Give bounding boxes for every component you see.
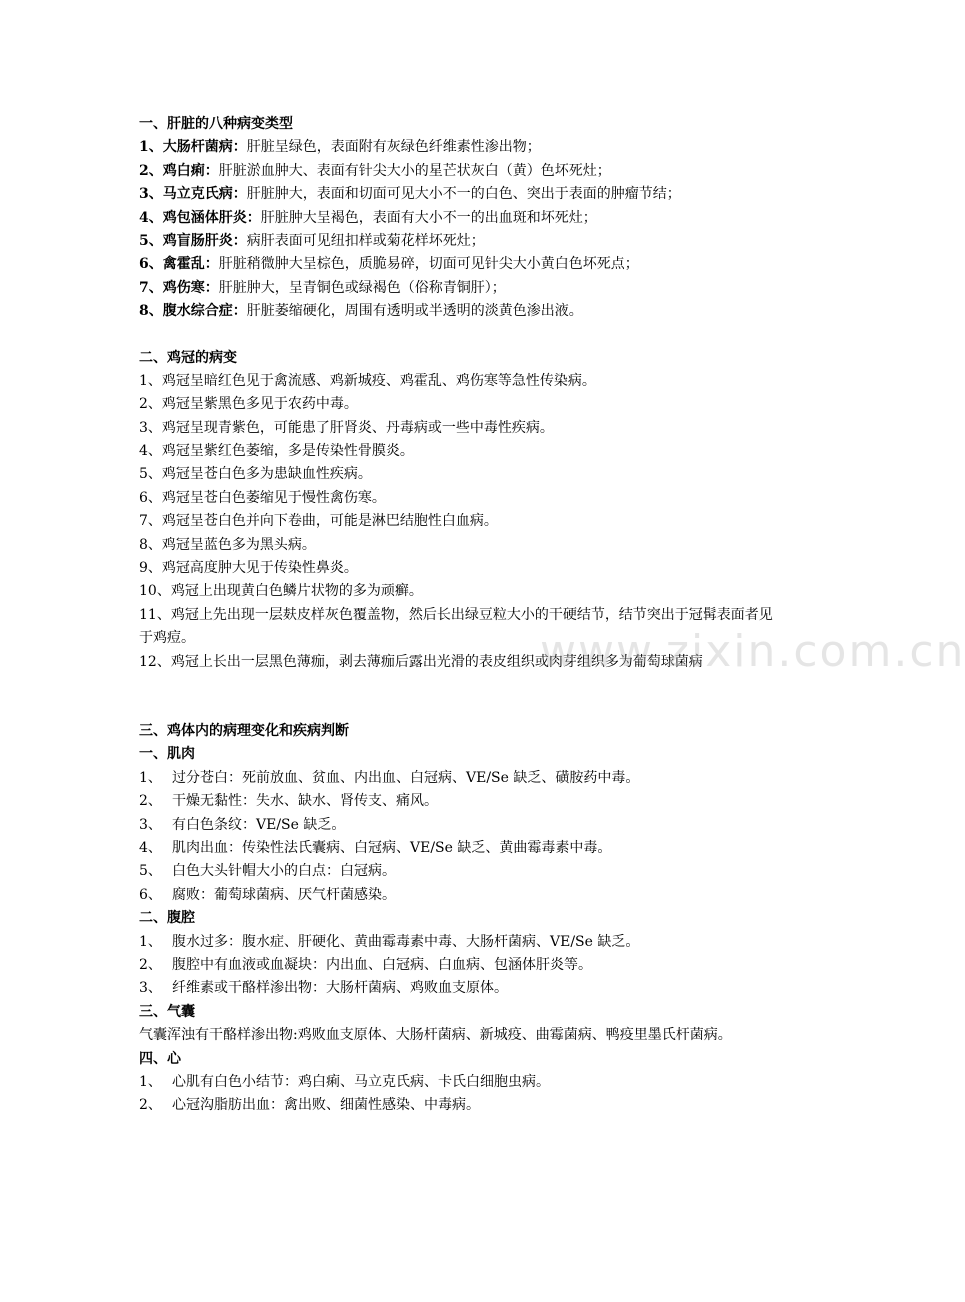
- list-item: 3、鸡冠呈现青紫色，可能患了肝肾炎、丹毒病或一些中毒性疾病。: [139, 419, 554, 436]
- list-item: 8、鸡冠呈蓝色多为黑头病。: [139, 536, 316, 553]
- list-item: 3、 纤维素或干酪样渗出物：大肠杆菌病、鸡败血支原体。: [139, 980, 508, 997]
- list-item: 1、鸡冠呈暗红色见于禽流感、鸡新城疫、鸡霍乱、鸡伤寒等急性传染病。: [139, 372, 596, 389]
- list-item: 2、 腹腔中有血液或血凝块：内出血、白冠病、白血病、包涵体肝炎等。: [139, 956, 592, 973]
- list-item: 3、马立克氏病：肝脏肿大，表面和切面可见大小不一的白色、突出于表面的肿瘤节结；: [139, 186, 681, 203]
- list-item: 10、鸡冠上出现黄白色鳞片状物的多为顽癣。: [139, 583, 423, 600]
- heart-subtitle: 四、心: [139, 1050, 181, 1067]
- spacer: [139, 674, 784, 720]
- list-item: 2、 干燥无黏性：失水、缺水、肾传支、痛风。: [139, 793, 438, 810]
- list-item: 6、禽霍乱：肝脏稍微肿大呈棕色，质脆易碎，切面可见针尖大小黄白色坏死点；: [139, 256, 639, 273]
- list-item: 2、 心冠沟脂肪出血：禽出败、细菌性感染、中毒病。: [139, 1097, 480, 1114]
- list-item: 7、鸡伤寒：肝脏肿大，呈青铜色或绿褐色（俗称青铜肝）；: [139, 279, 506, 296]
- abdomen-list: [139, 931, 784, 1001]
- section1-list: [139, 136, 784, 323]
- list-item: 3、 有白色条纹：VE/Se 缺乏。: [139, 816, 346, 833]
- list-item: 2、鸡冠呈紫黑色多见于农药中毒。: [139, 396, 358, 413]
- list-item: 4、鸡冠呈紫红色萎缩，多是传染性骨膜炎。: [139, 443, 414, 460]
- list-item: 9、鸡冠高度肿大见于传染性鼻炎。: [139, 560, 358, 577]
- list-item: 1、大肠杆菌病：肝脏呈绿色，表面附有灰绿色纤维素性渗出物；: [139, 139, 541, 156]
- watermark: www.zixin.com.cn: [540, 626, 965, 677]
- section3-title: 三、鸡体内的病理变化和疾病判断: [139, 723, 349, 740]
- list-item: 6、 腐败：葡萄球菌病、厌气杆菌感染。: [139, 886, 396, 903]
- list-item: 8、腹水综合症：肝脏萎缩硬化，周围有透明或半透明的淡黄色渗出液。: [139, 303, 583, 320]
- spacer: [139, 324, 784, 347]
- muscle-subtitle: 一、肌肉: [139, 746, 195, 763]
- document-page: [139, 113, 784, 1118]
- list-item: 12、鸡冠上长出一层黑色薄痂，剥去薄痂后露出光滑的表皮组织或肉芽组织多为葡萄球菌病: [139, 653, 703, 670]
- list-item: 1、 过分苍白：死前放血、贫血、内出血、白冠病、VE/Se 缺乏、磺胺药中毒。: [139, 769, 640, 786]
- list-item: 1、 腹水过多：腹水症、肝硬化、黄曲霉毒素中毒、大肠杆菌病、VE/Se 缺乏。: [139, 933, 640, 950]
- section2-list: [139, 370, 784, 674]
- section1-title: 一、肝脏的八种病变类型: [139, 116, 293, 132]
- list-item: 5、鸡盲肠肝炎：病肝表面可见纽扣样或菊花样坏死灶；: [139, 232, 485, 249]
- list-item: 5、鸡冠呈苍白色多为患缺血性疾病。: [139, 466, 372, 483]
- list-item: 11、鸡冠上先出现一层麸皮样灰色覆盖物，然后长出绿豆粒大小的干硬结节，结节突出于冠髯表面者见于鸡痘。: [139, 606, 773, 647]
- abdomen-subtitle: 二、腹腔: [139, 910, 195, 927]
- heart-list: [139, 1071, 784, 1118]
- list-item: 1、 心肌有白色小结节：鸡白痢、马立克氏病、卡氏白细胞虫病。: [139, 1073, 550, 1090]
- section2-title: 二、鸡冠的病变: [139, 349, 237, 366]
- airsac-subtitle: 三、气囊: [139, 1003, 195, 1020]
- list-item: 4、鸡包涵体肝炎：肝脏肿大呈褐色，表面有大小不一的出血斑和坏死灶；: [139, 209, 597, 226]
- list-item: 5、 白色大头针帽大小的白点：白冠病。: [139, 863, 396, 880]
- list-item: 7、鸡冠呈苍白色并向下卷曲，可能是淋巴结胞性白血病。: [139, 513, 498, 530]
- list-item: 4、 肌肉出血：传染性法氏囊病、白冠病、VE/Se 缺乏、黄曲霉毒素中毒。: [139, 839, 612, 856]
- muscle-list: [139, 767, 784, 907]
- list-item: 6、鸡冠呈苍白色萎缩见于慢性禽伤寒。: [139, 489, 386, 506]
- airsac-text: 气囊浑浊有干酪样渗出物:鸡败血支原体、大肠杆菌病、新城疫、曲霉菌病、鸭疫里墨氏杆菌病。: [139, 1027, 732, 1044]
- list-item: 2、鸡白痢：肝脏淤血肿大、表面有针尖大小的星芒状灰白（黄）色坏死灶；: [139, 162, 611, 179]
